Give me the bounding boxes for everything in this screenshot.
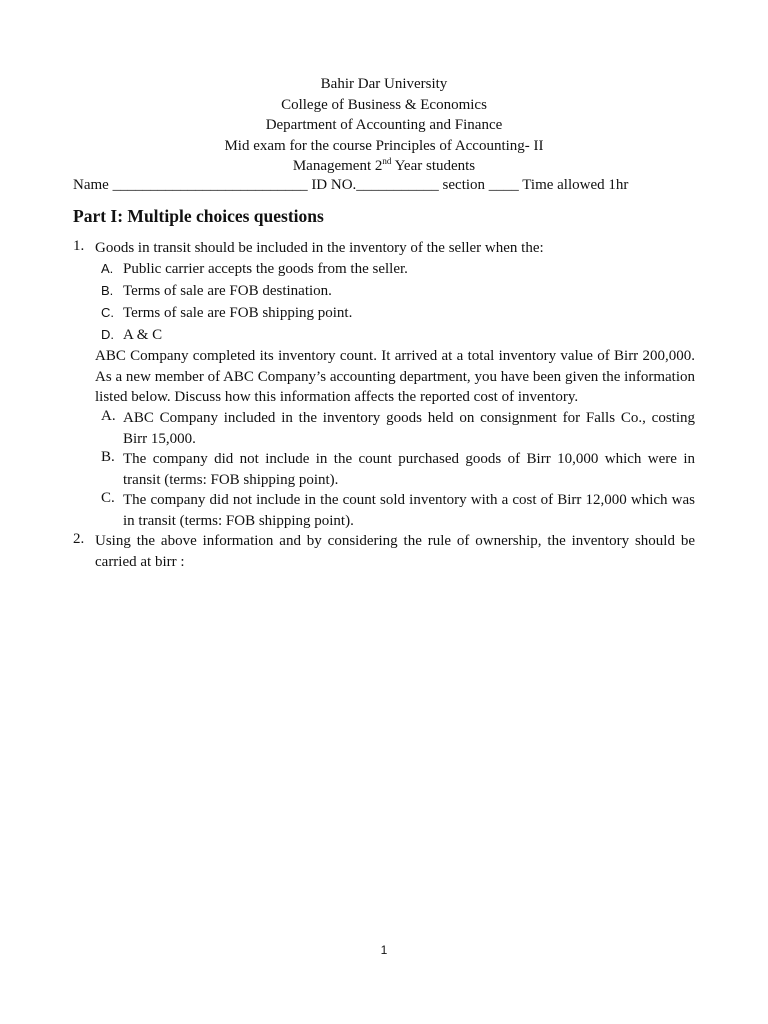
question-1-text: Goods in transit should be included in the inventory of the seller when the: bbox=[95, 240, 544, 256]
college-name: College of Business & Economics bbox=[281, 96, 487, 113]
q1-option-a-text: Public carrier accepts the goods from the seller. bbox=[123, 261, 408, 277]
question-1-number: 1. bbox=[73, 238, 85, 254]
name-id-section-line: Name __________________________ ID NO.___________ section ____ Time allowed 1hr bbox=[73, 177, 629, 193]
page-number: 1 bbox=[380, 943, 388, 957]
exam-title: Mid exam for the course Principles of Accounting- II bbox=[224, 137, 544, 154]
q1-option-d-text: A & C bbox=[123, 327, 163, 343]
q1-option-b-letter: B. bbox=[101, 283, 114, 298]
scenario-item-a-text: ABC Company included in the inventory goods held on consignment for Falls Co., costing Birr 15,000. bbox=[123, 410, 695, 447]
department-name: Department of Accounting and Finance bbox=[265, 117, 503, 134]
question-2-number: 2. bbox=[73, 531, 85, 547]
question-2-text: Using the above information and by considering the rule of ownership, the inventory should be carried at birr : bbox=[95, 533, 695, 570]
audience-post: Year students bbox=[391, 158, 476, 175]
q1-option-b-text: Terms of sale are FOB destination. bbox=[123, 283, 332, 299]
audience-pre: Management 2 bbox=[292, 158, 383, 175]
q1-option-c-letter: C. bbox=[101, 305, 114, 320]
q1-option-a-letter: A. bbox=[101, 261, 114, 276]
audience-line bbox=[0, 156, 768, 177]
university-name: Bahir Dar University bbox=[320, 76, 448, 92]
scenario-item-b-letter: B. bbox=[101, 449, 115, 465]
part-title: Part I: Multiple choices questions bbox=[73, 206, 324, 226]
scenario-item-b-text: The company did not include in the count purchased goods of Birr 10,000 which were in transit (terms: FOB shipping point). bbox=[123, 451, 695, 488]
q1-option-d-letter: D. bbox=[101, 327, 114, 342]
scenario-item-c-text: The company did not include in the count sold inventory with a cost of Birr 12,000 which was in transit (terms: FOB shipping point). bbox=[123, 492, 695, 529]
scenario-paragraph: ABC Company completed its inventory count. It arrived at a total inventory value of Birr 200,000. As a new member of ABC Company’s accounting department, you have been given the information listed below. Discuss how this information affects the reported cost of inventory. bbox=[95, 348, 695, 405]
scenario-item-a-letter: A. bbox=[101, 408, 116, 424]
audience-sup: nd bbox=[382, 156, 392, 167]
scenario-item-c-letter: C. bbox=[101, 490, 115, 506]
exam-header bbox=[0, 74, 768, 177]
q1-option-c-text: Terms of sale are FOB shipping point. bbox=[123, 305, 353, 321]
